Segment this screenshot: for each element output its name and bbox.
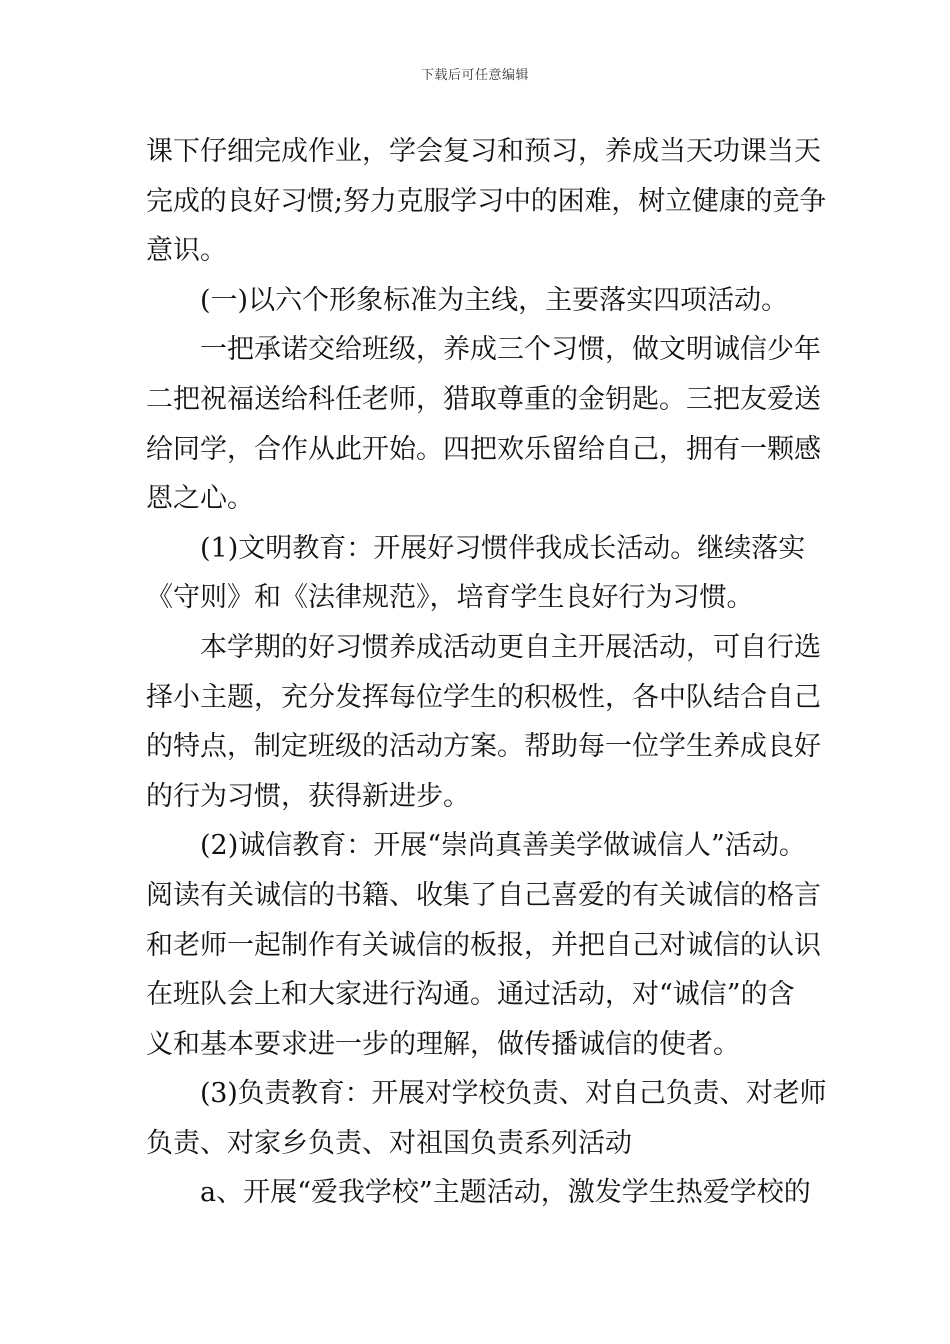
text-line: 和老师一起制作有关诚信的板报，并把自己对诚信的认识 (146, 929, 821, 961)
text-line: (3)负责教育：开展对学校负责、对自己负责、对老师 (200, 1078, 827, 1110)
text-line: a、开展“爱我学校”主题活动，激发学生热爱学校的 (200, 1177, 811, 1209)
text-line: 在班队会上和大家进行沟通。通过活动，对“诚信”的含 (146, 979, 795, 1011)
text-line: 负责、对家乡负责、对祖国负责系列活动 (146, 1127, 632, 1159)
document-body (146, 127, 826, 1218)
text-line: 义和基本要求进一步的理解，做传播诚信的使者。 (146, 1028, 740, 1060)
text-line: 课下仔细完成作业，学会复习和预习，养成当天功课当天 (146, 136, 821, 167)
text-line: 择小主题，充分发挥每位学生的积极性，各中队结合自己 (146, 681, 821, 713)
text-line: 阅读有关诚信的书籍、收集了自己喜爱的有关诚信的格言 (146, 879, 821, 911)
text-line: 意识。 (146, 235, 227, 267)
text-line: (1)文明教育：开展好习惯伴我成长活动。继续落实 (200, 532, 806, 564)
text-line: (2)诚信教育：开展“崇尚真善美学做诚信人”活动。 (200, 830, 806, 862)
text-line: 的行为习惯，获得新进步。 (146, 780, 470, 812)
text-line: 完成的良好习惯;努力克服学习中的困难，树立健康的竞争 (146, 185, 827, 217)
text-line: 的特点，制定班级的活动方案。帮助每一位学生养成良好 (146, 731, 821, 763)
text-line: 《守则》和《法律规范》，培育学生良好行为习惯。 (146, 582, 754, 614)
page-header-note: 下载后可任意编辑 (420, 68, 529, 83)
text-line: 给同学，合作从此开始。四把欢乐留给自己，拥有一颗感 (146, 433, 821, 465)
text-line: 本学期的好习惯养成活动更自主开展活动，可自行选 (200, 631, 821, 663)
text-line: 一把承诺交给班级，养成三个习惯，做文明诚信少年 (200, 334, 821, 366)
text-line: (一)以六个形象标准为主线，主要落实四项活动。 (200, 284, 789, 316)
text-line: 二把祝福送给科任老师，猎取尊重的金钥匙。三把友爱送 (146, 383, 821, 415)
text-line: 恩之心。 (146, 483, 254, 515)
